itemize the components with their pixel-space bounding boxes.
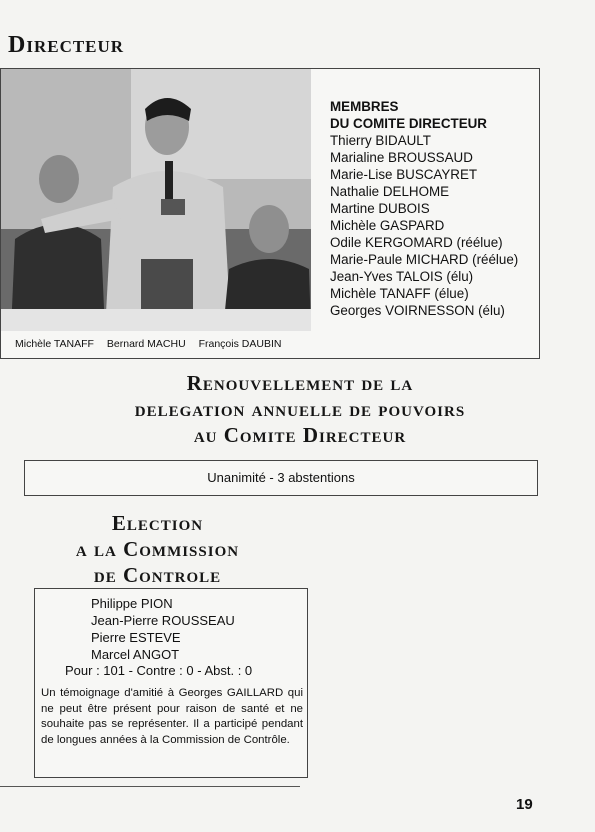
title-line: de Controle xyxy=(93,563,222,587)
member-name: Marie-Lise BUSCAYRET xyxy=(330,167,478,182)
members-list xyxy=(330,98,518,319)
section-title-election xyxy=(40,510,275,588)
title-line: au Comite Directeur xyxy=(193,423,407,447)
member-name: Nathalie DELHOME xyxy=(330,184,450,199)
control-names xyxy=(91,595,235,663)
member-name: Marie-Paule MICHARD (réélue) xyxy=(330,252,519,267)
title-line: delegation annuelle de pouvoirs xyxy=(134,397,466,421)
committee-photo xyxy=(1,69,311,331)
title-line: Election xyxy=(111,511,204,535)
caption-name: Bernard MACHU xyxy=(106,338,186,350)
title-line: a la Commission xyxy=(75,537,240,561)
photo-caption xyxy=(15,338,291,350)
member-name: Martine DUBOIS xyxy=(330,201,430,216)
member-name: Odile KERGOMARD (réélue) xyxy=(330,235,503,250)
title-line: Renouvellement de la xyxy=(186,371,414,395)
control-note: Un témoignage d'amitié à Georges GAILLARD qui ne peut être présent pour raison de santé et ne souhaite pas se représenter. Il a participé pendant de longues années à la Commission de Contrôle. xyxy=(41,687,303,746)
control-member-name: Pierre ESTEVE xyxy=(91,630,181,645)
caption-name: François DAUBIN xyxy=(198,338,282,350)
footer-rule xyxy=(0,786,300,787)
members-heading: DU COMITE DIRECTEUR xyxy=(330,116,487,131)
member-name: Michèle TANAFF (élue) xyxy=(330,286,469,301)
page-number: 19 xyxy=(516,796,533,813)
control-member-name: Marcel ANGOT xyxy=(91,647,180,662)
section-title-renouvellement xyxy=(40,370,560,448)
control-vote-result: Pour : 101 - Contre : 0 - Abst. : 0 xyxy=(65,663,253,678)
member-name: Jean-Yves TALOIS (élu) xyxy=(330,269,474,284)
member-name: Georges VOIRNESSON (élu) xyxy=(330,303,505,318)
caption-name: Michèle TANAFF xyxy=(15,338,94,350)
member-name: Michèle GASPARD xyxy=(330,218,445,233)
member-name: Marialine BROUSSAUD xyxy=(330,150,473,165)
member-name: Thierry BIDAULT xyxy=(330,133,431,148)
photo-illustration xyxy=(1,69,311,331)
control-member-name: Jean-Pierre ROUSSEAU xyxy=(91,613,235,628)
control-commission-box xyxy=(34,588,308,778)
control-member-name: Philippe PION xyxy=(91,596,173,611)
section-title-directeur: Directeur xyxy=(8,32,125,58)
vote-result-box: Unanimité - 3 abstentions xyxy=(24,460,538,496)
members-heading: MEMBRES xyxy=(330,99,399,114)
